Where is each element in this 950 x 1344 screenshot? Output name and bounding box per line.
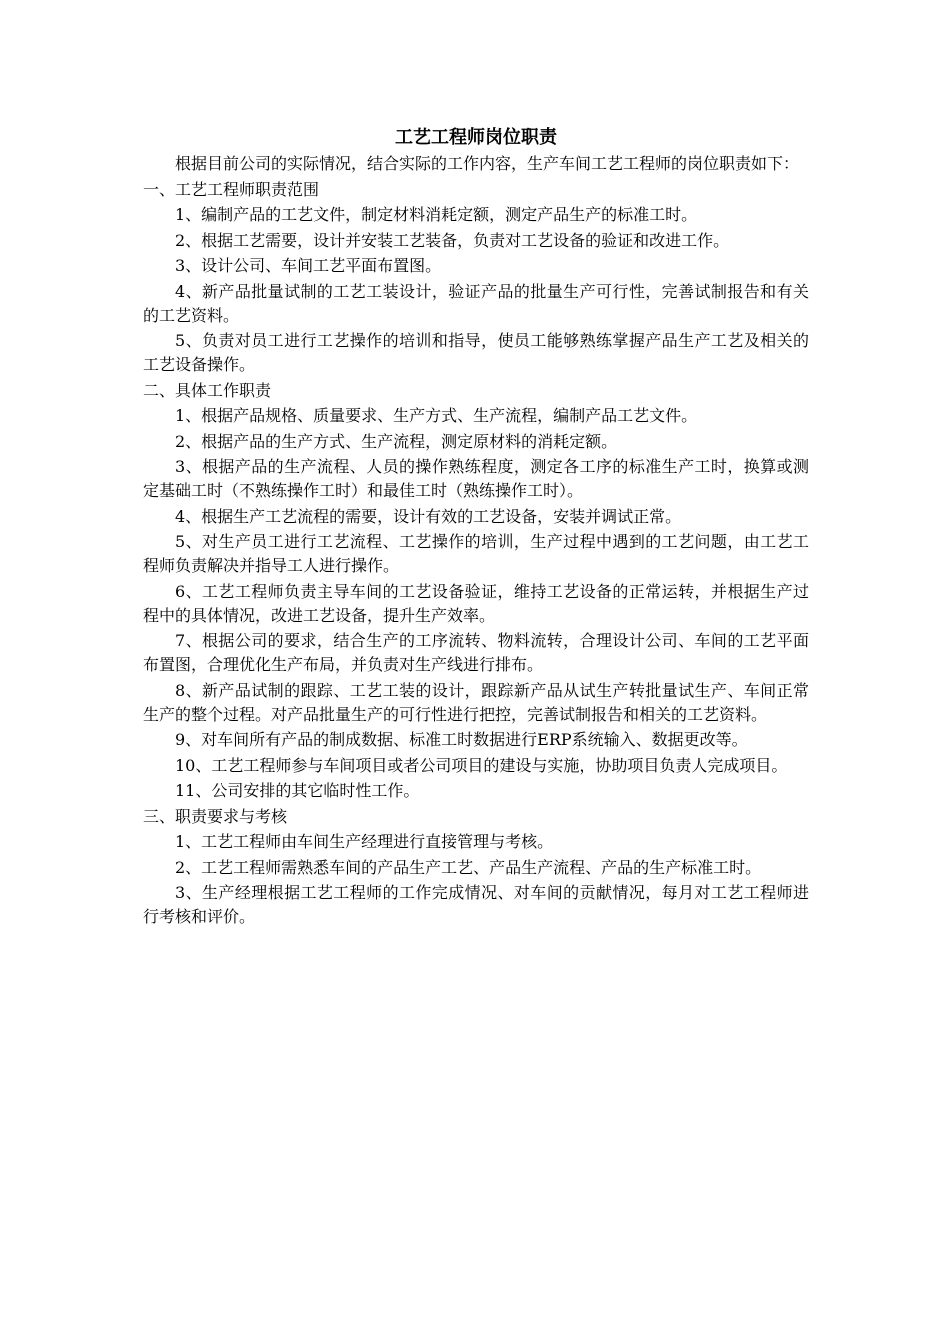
- scope-item: 5、负责对员工进行工艺操作的培训和指导，使员工能够熟练掌握产品生产工艺及相关的工艺设备操作。: [143, 331, 809, 374]
- section-heading-assessment: 三、职责要求与考核: [143, 806, 288, 826]
- assessment-item: 3、生产经理根据工艺工程师的工作完成情况、对车间的贡献情况，每月对工艺工程师进行考核和评价。: [143, 883, 809, 926]
- duty-item: 10、工艺工程师参与车间项目或者公司项目的建设与实施，协助项目负责人完成项目。: [175, 755, 788, 775]
- duty-item: 7、根据公司的要求，结合生产的工序流转、物料流转，合理设计公司、车间的工艺平面布置图，合理优化生产布局，并负责对生产线进行排布。: [143, 631, 809, 674]
- duty-item: 9、对车间所有产品的制成数据、标准工时数据进行ERP系统输入、数据更改等。: [175, 730, 748, 749]
- intro-paragraph: 根据目前公司的实际情况，结合实际的工作内容，生产车间工艺工程师的岗位职责如下：: [175, 154, 800, 173]
- duty-item: 11、公司安排的其它临时性工作。: [175, 781, 420, 800]
- assessment-item: 1、工艺工程师由车间生产经理进行直接管理与考核。: [175, 832, 554, 851]
- duty-item: 4、根据生产工艺流程的需要，设计有效的工艺设备，安装并调试正常。: [175, 506, 682, 526]
- document-title: 工艺工程师岗位职责: [395, 127, 557, 148]
- section-heading-scope: 一、工艺工程师职责范围: [143, 179, 320, 199]
- duty-item: 1、根据产品规格、质量要求、生产方式、生产流程，编制产品工艺文件。: [175, 406, 698, 425]
- duty-item: 5、对生产员工进行工艺流程、工艺操作的培训，生产过程中遇到的工艺问题，由工艺工程师负责解决并指导工人进行操作。: [143, 532, 809, 575]
- duty-item: 6、工艺工程师负责主导车间的工艺设备验证，维持工艺设备的正常运转，并根据生产过程中的具体情况，改进工艺设备，提升生产效率。: [143, 581, 809, 625]
- document-body: [143, 124, 809, 931]
- section-heading-duties: 二、具体工作职责: [143, 380, 272, 400]
- duty-item: 8、新产品试制的跟踪、工艺工装的设计，跟踪新产品从试生产转批量试生产、车间正常生产的整个过程。对产品批量生产的可行性进行把控，完善试制报告和相关的工艺资料。: [143, 680, 809, 724]
- duty-item: 2、根据产品的生产方式、生产流程，测定原材料的消耗定额。: [175, 431, 618, 451]
- assessment-item: 2、工艺工程师需熟悉车间的产品生产工艺、产品生产流程、产品的生产标准工时。: [175, 857, 762, 877]
- scope-item: 1、编制产品的工艺文件，制定材料消耗定额，测定产品生产的标准工时。: [175, 205, 698, 224]
- duty-item: 3、根据产品的生产流程、人员的操作熟练程度，测定各工序的标准生产工时，换算或测定基础工时（不熟练操作工时）和最佳工时（熟练操作工时）。: [143, 457, 809, 500]
- scope-item: 2、根据工艺需要，设计并安装工艺装备，负责对工艺设备的验证和改进工作。: [175, 230, 730, 250]
- scope-item: 3、设计公司、车间工艺平面布置图。: [175, 256, 442, 275]
- scope-item: 4、新产品批量试制的工艺工装设计，验证产品的批量生产可行性，完善试制报告和有关的工艺资料。: [143, 281, 809, 325]
